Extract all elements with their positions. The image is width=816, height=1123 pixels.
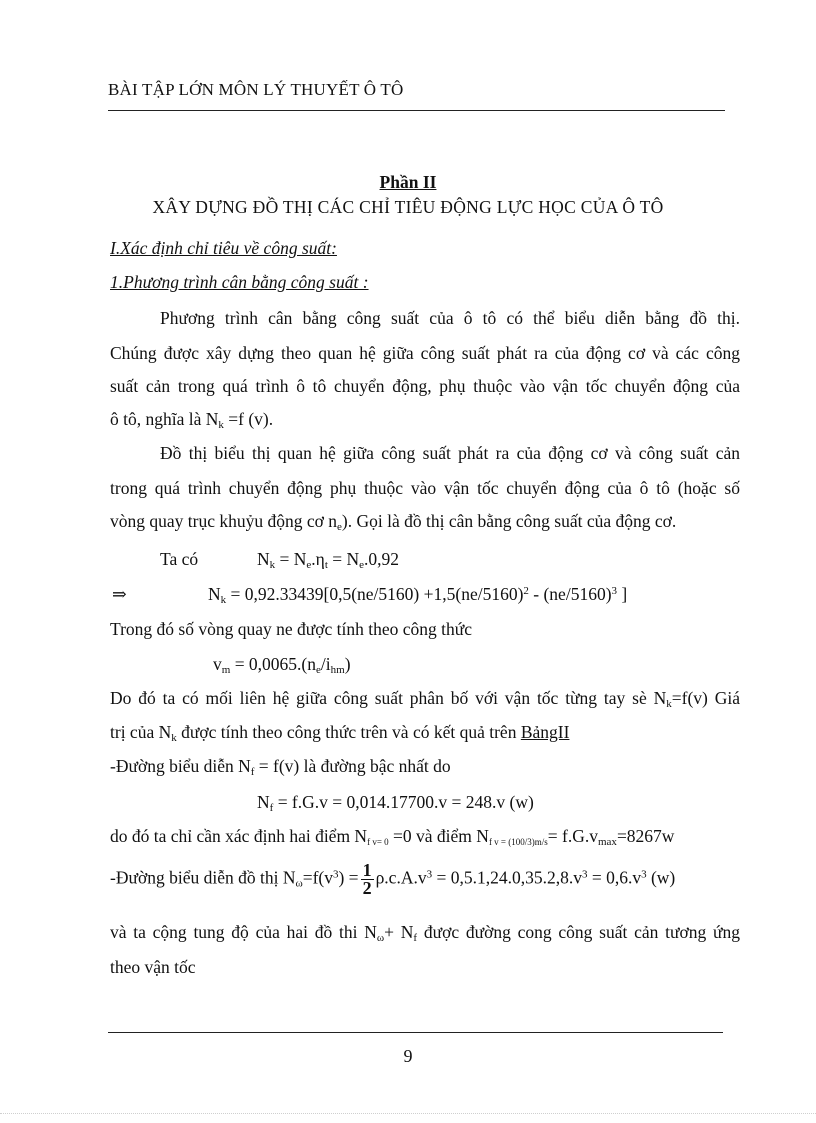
footer-rule (108, 1032, 723, 1033)
para2-line1: Đồ thị biểu thị quan hệ giữa công suất phát ra của động cơ và công suất cản (160, 443, 740, 463)
header-rule (108, 110, 725, 111)
two-points-line: do đó ta chỉ cần xác định hai điểm Nf v= 0 =0 và điểm Nf $v = (100/3)m/s= f.G.v_{max}=8267w$ (110, 826, 675, 848)
para2-line2: trong quá trình chuyển động phụ thuộc vào vận tốc chuyển động của ô tô (hoặc số (110, 478, 740, 498)
equation-vm: $v_m = 0,0065.(n_e/i_{hm})$ (213, 654, 351, 676)
para1-line2: Chúng được xây dựng theo quan hệ giữa công suất phát ra của động cơ và các công (110, 343, 740, 363)
page-header-title: BÀI TẬP LỚN MÔN LÝ THUYẾT Ô TÔ (108, 80, 404, 99)
para1-line1: Phương trình cân bằng công suất của ô tô có thể biểu diễn bằng đồ thị. (160, 308, 740, 328)
one-half-fraction: $\frac{1}{2}$ (362, 860, 372, 898)
table-reference-link[interactable]: BảngII (520, 722, 570, 742)
last-line: theo vận tốc (110, 957, 196, 977)
equation-nk-ne-body: $N_k = N_e.\eta_t = N_e.0,92$ (257, 549, 400, 571)
para1-line3: suất cản trong quá trình ô tô chuyển động, phụ thuộc vào vận tốc chuyển động của (110, 376, 740, 396)
page-number: 9 (403, 1046, 413, 1066)
equation-nk-expansion: $N_k = 0,92.33439[0,5(ne/5160) +1,5(ne/5160)^2 - (ne/5160)^3$ ] (208, 584, 628, 606)
para3-line2: trị của $N_k$ được tính theo công thức trên và có kết quả trên BảngII (110, 722, 570, 744)
section-heading-1: I.Xác định chỉ tiêu về công suất: (110, 238, 337, 258)
para1-line4: ô tô, nghĩa là $N_k =f$ (v). (110, 409, 274, 431)
line-trong-do: Trong đó số vòng quay ne được tính theo công thức (110, 619, 472, 639)
equation-nk-ne: Ta có (160, 549, 199, 569)
implies-arrow: ⇒ (112, 584, 127, 604)
section-heading-2: 1.Phương trình cân bằng công suất : (110, 272, 369, 292)
part-heading: Phần II (379, 172, 437, 192)
equation-nf: $N_f = f.G.v = 0,014.17700.v = 248.v$ (w) (257, 792, 534, 814)
para2-line3: vòng quay trục khuỷu động cơ $n_e$). Gọi là đồ thị cân bằng công suất của động cơ. (110, 511, 677, 533)
nf-description: -Đường biểu diễn $N_f = f(v)$ là đường bậc nhất do (110, 756, 451, 778)
para3-line1: Do đó ta có mối liên hệ giữa công suất phân bố với vận tốc từng tay sè $N_k=f(v)$ Giá (110, 688, 741, 710)
nw-equation-line: -Đường biểu diễn đồ thị $N_\omega=f(v^3)$ = $\frac{1}{2}$ $\rho.c.A.v^3 = 0,5.1,24.0,35.2,8.v^3 = 0,6.v^3$ (w) (110, 860, 676, 898)
page-break-line (0, 1113, 816, 1114)
sum-line: và ta cộng tung độ của hai đồ thi $N_\omega+ N_f$ được đường cong công suất cản tương ứng (110, 922, 741, 944)
chapter-title: XÂY DỰNG ĐỒ THỊ CÁC CHỈ TIÊU ĐỘNG LỰC HỌC CỦA Ô TÔ (152, 197, 664, 217)
